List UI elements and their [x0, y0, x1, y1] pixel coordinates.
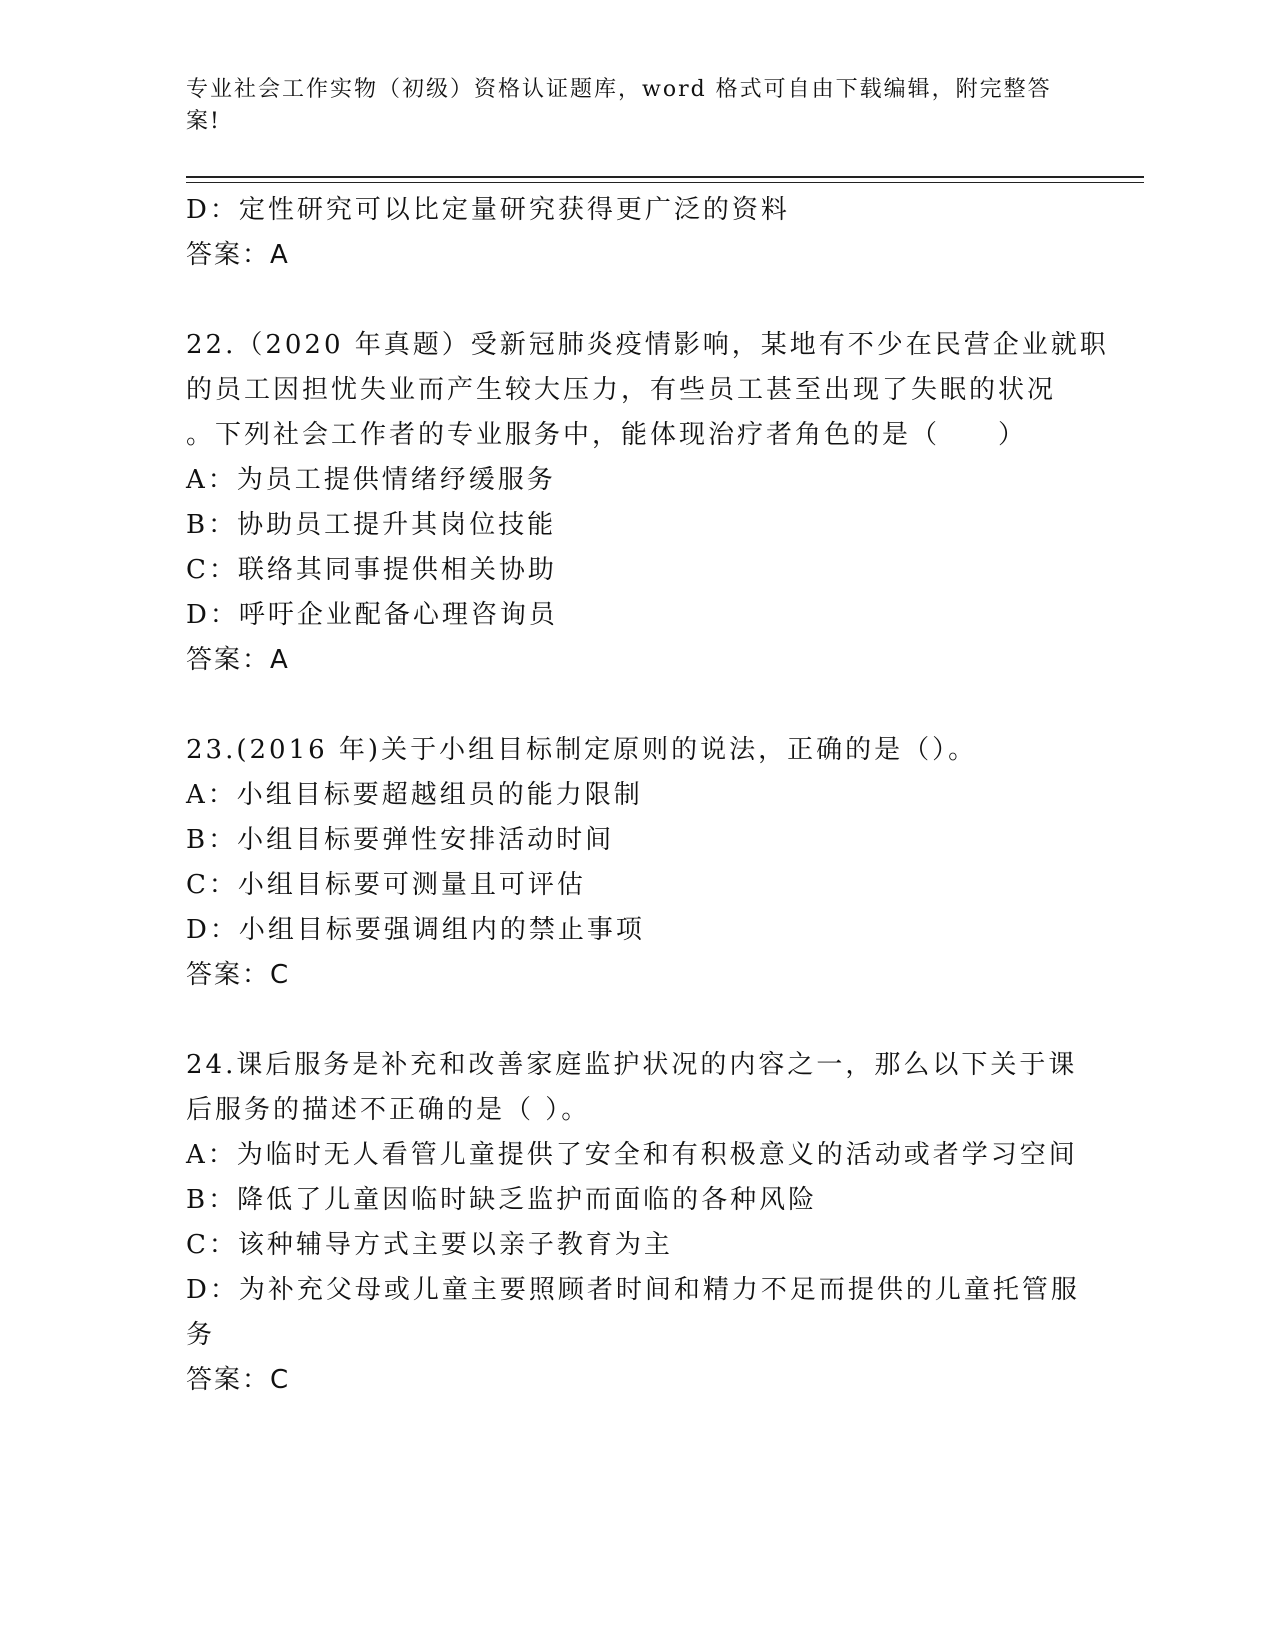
question-22-option-d: D：呼吁企业配备心理咨询员: [186, 600, 558, 630]
header-rule-thick: [186, 176, 1144, 178]
question-24-option-a: A：为临时无人看管儿童提供了安全和有积极意义的活动或者学习空间: [186, 1140, 1078, 1170]
question-content: [186, 188, 1109, 1403]
question-24-option-d-cont: 务: [186, 1320, 216, 1350]
question-23: [186, 728, 1086, 998]
header-line-2: 案!: [186, 109, 221, 134]
question-22-option-a: A：为员工提供情绪纾缓服务: [186, 465, 556, 495]
question-22: [186, 323, 1109, 683]
question-23-option-c: C：小组目标要可测量且可评估: [186, 870, 586, 900]
question-22-stem-2: 的员工因担忧失业而产生较大压力，有些员工甚至出现了失眠的状况: [186, 375, 1057, 405]
page-header: [186, 74, 1066, 138]
prev-option-d: D：定性研究可以比定量研究获得更广泛的资料: [186, 195, 790, 225]
question-24-answer: 答案：C: [186, 1365, 291, 1395]
question-24-option-d: D：为补充父母或儿童主要照顾者时间和精力不足而提供的儿童托管服: [186, 1275, 1080, 1305]
question-24-stem-2: 后服务的描述不正确的是（ ）。: [186, 1095, 591, 1125]
question-22-option-c: C：联络其同事提供相关协助: [186, 555, 557, 585]
question-22-option-b: B：协助员工提升其岗位技能: [186, 510, 557, 540]
question-24-stem-1: 24.课后服务是补充和改善家庭监护状况的内容之一，那么以下关于课: [186, 1050, 1078, 1080]
question-22-stem-3: 。下列社会工作者的专业服务中，能体现治疗者角色的是（ ）: [186, 420, 1028, 450]
question-22-answer: 答案：A: [186, 645, 290, 675]
question-23-option-a: A：小组目标要超越组员的能力限制: [186, 780, 643, 810]
question-23-stem-1: 23.(2016 年)关于小组目标制定原则的说法，正确的是（）。: [186, 735, 978, 765]
question-24-option-c: C：该种辅导方式主要以亲子教育为主: [186, 1230, 673, 1260]
question-23-option-d: D：小组目标要强调组内的禁止事项: [186, 915, 645, 945]
question-23-answer: 答案：C: [186, 960, 291, 990]
question-23-option-b: B：小组目标要弹性安排活动时间: [186, 825, 615, 855]
question-24-option-b: B：降低了儿童因临时缺乏监护而面临的各种风险: [186, 1185, 818, 1215]
prev-answer: 答案：A: [186, 240, 290, 270]
question-22-stem-1: 22.（2020 年真题）受新冠肺炎疫情影响，某地有不少在民营企业就职: [186, 330, 1109, 360]
question-24: [186, 1043, 1086, 1403]
header-line-1: 专业社会工作实物（初级）资格认证题库，word 格式可自由下载编辑，附完整答: [186, 77, 1052, 102]
header-rule-thin: [186, 182, 1144, 183]
